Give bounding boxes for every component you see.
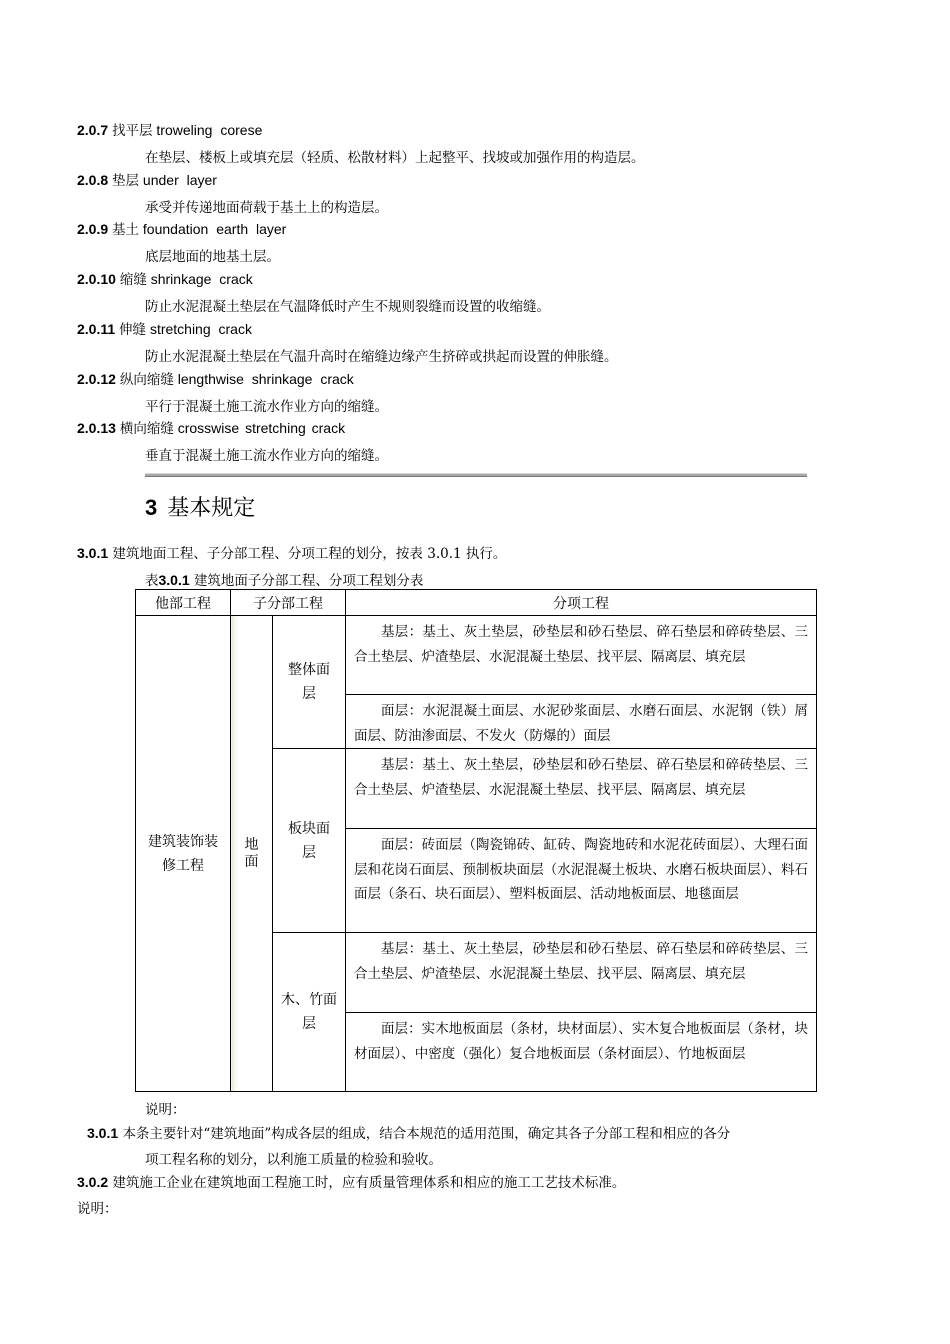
term-definition: 垂直于混凝土施工流水作业方向的缩缝。 (145, 448, 388, 464)
item-base-cell (346, 933, 817, 1013)
item-base: 基层：基土、灰土垫层，砂垫层和砂石垫层、碎石垫层和碎砖垫层、三合土垫层、炉渣垫层、水泥混凝土垫层、找平层、隔离层、填充层 (354, 941, 808, 982)
term-chinese: 找平层 (112, 123, 153, 139)
term-definition: 平行于混凝土施工流水作业方向的缩缝。 (145, 399, 388, 415)
note-label: 说明： (145, 1102, 186, 1118)
term-number: 2.0.9 (77, 221, 109, 237)
group-name: 板块面层 (288, 820, 330, 861)
term-2-0-12 (77, 368, 354, 388)
header-division: 他部工程 (136, 590, 231, 616)
subdivision-cell (231, 616, 273, 1092)
term-chinese: 垫层 (112, 173, 140, 189)
term-chinese: 缩缝 (119, 272, 147, 288)
item-surface: 面层：砖面层（陶瓷锦砖、缸砖、陶瓷地砖和水泥花砖面层）、大理石面层和花岗石面层、预制板块面层（水泥混凝土板块、水磨石板块面层）、料石面层（条石、块石面层）、塑料板面层、活动地板面层、地毯面层 (354, 837, 808, 902)
table-header-row (136, 590, 817, 616)
section-number: 3 (145, 495, 158, 520)
term-2-0-10 (77, 268, 253, 288)
section-divider (145, 473, 807, 477)
term-2-0-7 (77, 119, 262, 139)
group-cell (273, 616, 346, 749)
item-surface: 面层：实木地板面层（条材，块材面层）、实木复合地板面层（条材，块材面层）、中密度（强化）复合地板面层（条材面层）、竹地板面层 (354, 1021, 808, 1062)
note-3-0-1 (87, 1122, 730, 1142)
term-chinese: 伸缝 (119, 322, 147, 338)
header-subdivision: 子分部工程 (231, 590, 346, 616)
term-definition: 防止水泥混凝土垫层在气温升高时在缩缝边缘产生挤碎或拱起而设置的伸胀缝。 (145, 349, 618, 365)
note-text-line1: 本条主要针对“建筑地面”构成各层的组成，结合本规范的适用范围，确定其各子分部工程和相应的各分 (122, 1126, 731, 1142)
clause-text: 建筑施工企业在建筑地面工程施工时，应有质量管理体系和相应的施工工艺技术标准。 (112, 1175, 626, 1191)
term-number: 2.0.10 (77, 271, 116, 287)
clause-number: 3.0.2 (77, 1174, 109, 1190)
item-base-cell (346, 749, 817, 829)
note-text-line2: 项工程名称的划分，以利施工质量的检验和验收。 (145, 1152, 442, 1168)
term-2-0-11 (77, 318, 252, 338)
group-cell (273, 749, 346, 933)
clause-number: 3.0.1 (77, 545, 109, 561)
note-label: 说明： (77, 1201, 118, 1217)
group-name: 整体面层 (288, 662, 330, 702)
term-chinese: 基土 (112, 222, 140, 238)
term-number: 2.0.7 (77, 122, 109, 138)
clause-3-0-1 (77, 542, 506, 562)
term-number: 2.0.11 (77, 321, 116, 337)
term-chinese: 纵向缩缝 (119, 372, 174, 388)
term-english: lengthwise shrinkage crack (177, 371, 354, 387)
item-surface: 面层：水泥混凝土面层、水泥砂浆面层、水磨石面层、水泥钢（铁）屑面层、防油渗面层、不发火（防爆的）面层 (354, 703, 808, 744)
term-definition: 承受并传递地面荷载于基土上的构造层。 (145, 200, 388, 216)
group-cell (273, 933, 346, 1092)
division-name: 建筑装饰装修工程 (148, 833, 218, 874)
item-base-cell (346, 616, 817, 695)
term-2-0-9 (77, 218, 286, 238)
item-base: 基层：基土、灰土垫层，砂垫层和砂石垫层、碎石垫层和碎砖垫层、三合土垫层、炉渣垫层、水泥混凝土垫层、找平层、隔离层、填充层 (354, 757, 808, 798)
division-cell (136, 616, 231, 1092)
term-english: troweling corese (156, 122, 263, 138)
item-base: 基层：基土、灰土垫层，砂垫层和砂石垫层、碎石垫层和碎砖垫层、三合土垫层、炉渣垫层、水泥混凝土垫层、找平层、隔离层、填充层 (354, 624, 808, 665)
section-title: 基本规定 (167, 496, 256, 521)
term-english: crosswise stretching crack (177, 420, 346, 436)
term-english: stretching crack (149, 321, 252, 337)
table-row (136, 616, 817, 695)
caption-number: 3.0.1 (158, 572, 190, 588)
item-surface-cell (346, 829, 817, 933)
item-surface-cell (346, 695, 817, 749)
group-name: 木、竹面层 (281, 992, 337, 1032)
term-english: foundation earth layer (142, 221, 287, 237)
note-number: 3.0.1 (87, 1125, 119, 1141)
term-english: under layer (142, 172, 217, 188)
subdivision-name: 地面 (244, 836, 259, 870)
term-2-0-13 (77, 417, 345, 437)
term-definition: 底层地面的地基土层。 (145, 249, 280, 265)
term-number: 2.0.8 (77, 172, 109, 188)
caption-text: 建筑地面子分部工程、分项工程划分表 (193, 573, 424, 589)
clause-text: 建筑地面工程、子分部工程、分项工程的划分，按表 3.0.1 执行。 (112, 546, 507, 562)
division-table (135, 589, 817, 1092)
term-definition: 在垫层、楼板上或填充层（轻质、松散材料）上起整平、找坡或加强作用的构造层。 (145, 150, 645, 166)
term-definition: 防止水泥混凝土垫层在气温降低时产生不规则裂缝而设置的收缩缝。 (145, 299, 550, 315)
term-number: 2.0.12 (77, 371, 116, 387)
section-heading (145, 491, 255, 522)
term-number: 2.0.13 (77, 420, 116, 436)
table-caption (145, 569, 423, 589)
item-surface-cell (346, 1013, 817, 1092)
term-2-0-8 (77, 169, 217, 189)
header-items: 分项工程 (346, 590, 817, 616)
clause-3-0-2 (77, 1171, 625, 1191)
term-chinese: 横向缩缝 (119, 421, 174, 437)
term-english: shrinkage crack (150, 271, 253, 287)
caption-prefix: 表 (145, 573, 159, 589)
